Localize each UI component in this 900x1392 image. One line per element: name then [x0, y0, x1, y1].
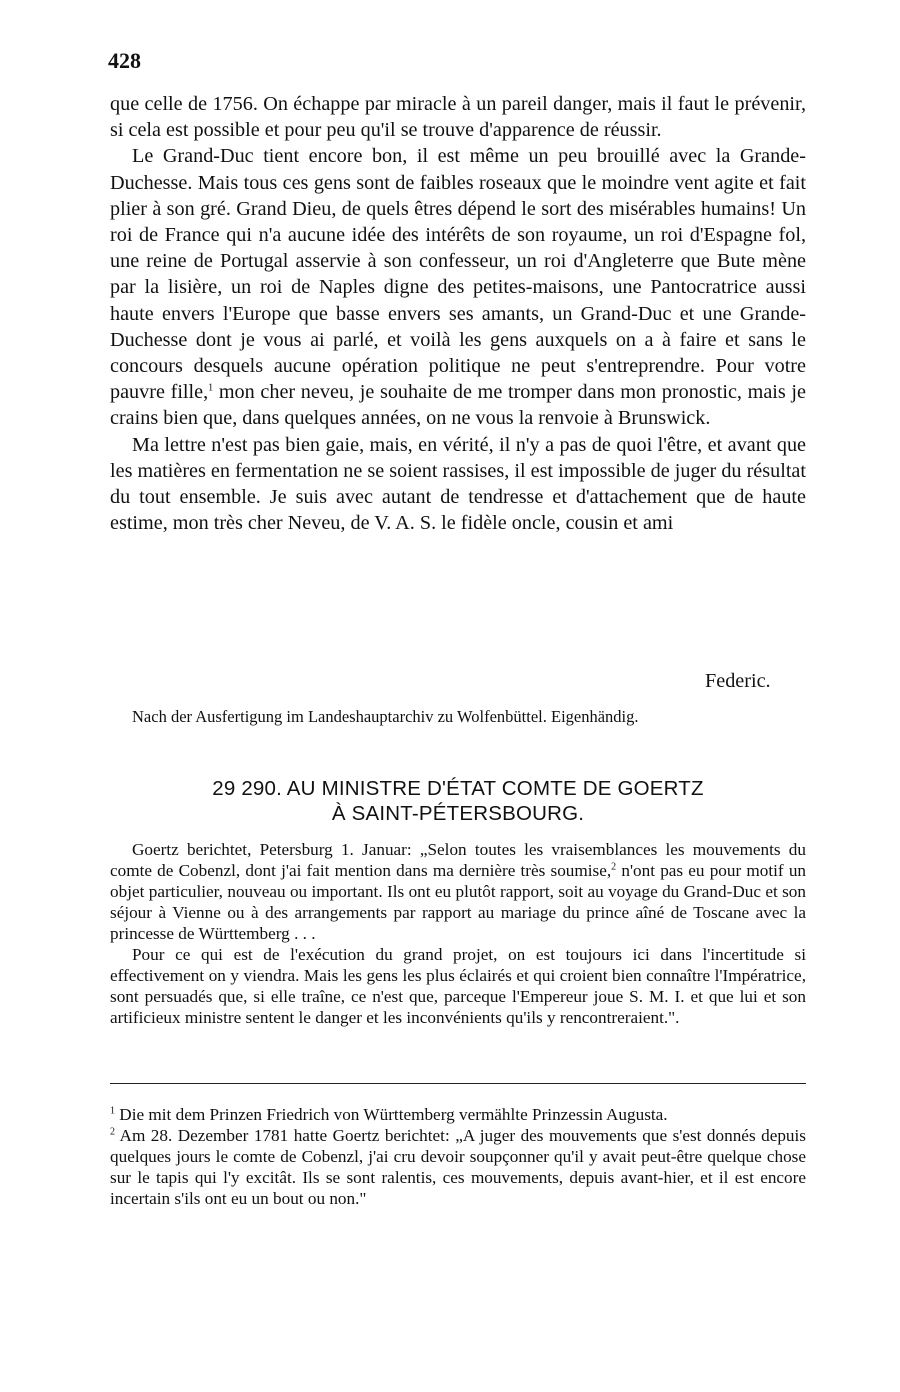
- footnote-mark-2: 2: [110, 1126, 115, 1138]
- footnote-divider: [110, 1083, 806, 1084]
- footnotes: [110, 1104, 806, 1209]
- footnote-2-text: Am 28. Dezember 1781 hatte Goertz berichtet: „A juger des mouvements que s'est donnés depuis quelques jours le comte de Cobenzl, j'ai cru devoir soupçonner qu'il y avait peut-être quelque chose sur le tapis qui l'y excitât. Ils se sont ralentis, ces mouvements, depuis avant-hier, et il est encore incertain s'ils ont eu un bout ou non.": [110, 1126, 806, 1208]
- letter-body: [110, 91, 806, 536]
- footnote-2: [110, 1125, 806, 1209]
- quote-p1-part2: n'ont pas eu pour motif un objet particulier, nouveau ou important. Ils ont eu plutôt rapport, soit au voyage du Grand-Duc et son séjour à Vienne ou à des arrangements par rapport au mariage du prince aîné de Toscane avec la princesse de Württemberg . . .: [110, 861, 807, 943]
- page-number: 428: [108, 48, 141, 73]
- footnote-mark-1: 1: [110, 1105, 115, 1117]
- letter-paragraph-2-cont: mon cher neveu, je souhaite de me tromper dans mon pronostic, mais je crains bien que, dans quelques années, on ne vous la renvoie à Brunswick.: [110, 381, 806, 430]
- footnote-ref-2: 2: [611, 861, 617, 873]
- letter-paragraph-2-text: Le Grand-Duc tient encore bon, il est même un peu brouillé avec la Grande-Duchesse. Mais tous ces gens sont de faibles roseaux que le moindre vent agite et fait plier à son gré. Grand Dieu, de quels êtres dépend le sort des misérables humains! Un roi de France qui n'a aucune idée des intérêts de son royaume, un roi d'Espagne fol, une reine de Portugal asservie à son confesseur, un roi d'Angleterre que Bute mène par la lisière, un roi de Naples digne des petites-maisons, une Pantocratrice aussi haute envers l'Europe que basse envers ses amants, un Grand-Duc et une Grande-Duchesse dont je vous ai parlé, et voilà les gens auxquels on a à faire et sans le concours desquels aucune opération politique ne peut s'entreprendre. Pour votre pauvre fille,: [110, 145, 806, 404]
- quote-paragraph-1: [110, 839, 806, 944]
- letter-paragraph-2: [110, 143, 806, 431]
- footnote-1-text: Die mit dem Prinzen Friedrich von Württemberg vermählte Prinzessin Augusta.: [119, 1105, 668, 1124]
- footnote-1: [110, 1104, 806, 1125]
- letter-paragraph-3: Ma lettre n'est pas bien gaie, mais, en vérité, il n'y a pas de quoi l'être, et avant que les matières en fermentation ne se soient rassises, il est impossible de juger du résultat du tout ensemble. Je suis avec autant de tendresse et d'attachement que de haute estime, mon très cher Neveu, de V. A. S. le fidèle oncle, cousin et ami: [110, 433, 806, 535]
- quote-paragraph-2: Pour ce qui est de l'exécution du grand projet, on est toujours ici dans l'incertitude si effectivement on y viendra. Mais les gens les plus éclairés et qui croient bien connaître l'Impératrice, sont persuadés que, si elle traîne, ce n'est que, parceque l'Empereur joue S. M. I. et que lui et son artificieux ministre sentent le danger et les inconvénients qu'ils y rencontreraient.".: [110, 945, 806, 1027]
- letter-paragraph-1: que celle de 1756. On échappe par miracle à un pareil danger, mais il faut le prévenir, si cela est possible et pour peu qu'il se trouve d'apparence de réussir.: [110, 93, 806, 142]
- signature: Federic.: [705, 670, 771, 692]
- heading-line-2: À SAINT-PÉTERSBOURG.: [331, 802, 585, 825]
- section-heading: [110, 776, 806, 826]
- footnote-ref-1: 1: [208, 382, 214, 394]
- report-quote: [110, 839, 806, 1028]
- quote-p1-part1: Goertz berichtet, Petersburg 1. Januar: „Selon toutes les vraisemblances les mouvements du comte de Cobenzl, dont j'ai fait mention dans ma dernière très soumise,: [110, 840, 806, 880]
- heading-line-1: 29 290. AU MINISTRE D'ÉTAT COMTE DE GOERTZ: [212, 777, 704, 800]
- source-note: Nach der Ausfertigung im Landeshauptarchiv zu Wolfenbüttel. Eigenhändig.: [132, 707, 639, 726]
